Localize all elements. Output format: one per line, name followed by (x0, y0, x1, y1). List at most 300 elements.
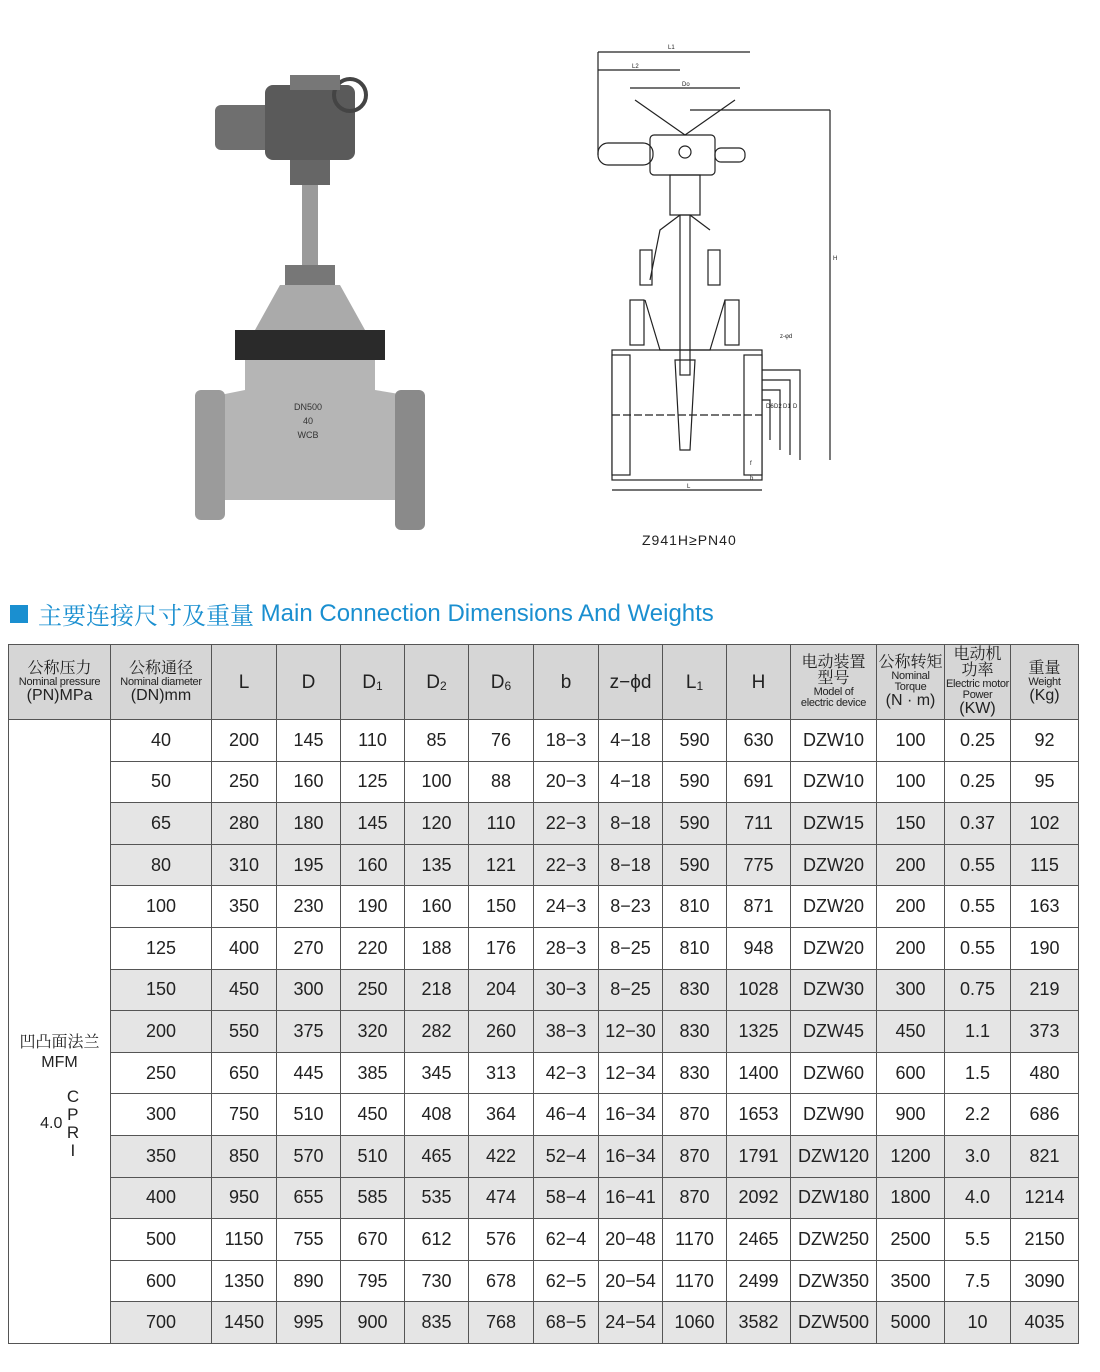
cell-h: 2465 (727, 1219, 791, 1261)
photo-marking-material: WCB (297, 430, 319, 440)
cell-weight: 821 (1011, 1135, 1079, 1177)
cell-h: 2092 (727, 1177, 791, 1219)
cell-device-model: DZW500 (791, 1302, 877, 1344)
cell-power: 0.37 (945, 803, 1011, 845)
cell-d1: 385 (341, 1052, 405, 1094)
cell-d6: 176 (469, 927, 534, 969)
cell-d: 890 (277, 1260, 341, 1302)
cell-d: 195 (277, 844, 341, 886)
text: 功率 (961, 662, 994, 679)
cell-d: 145 (277, 720, 341, 762)
label-l: L (687, 484, 691, 490)
cell-d1: 160 (341, 844, 405, 886)
cell-device-model: DZW250 (791, 1219, 877, 1261)
cell-weight: 686 (1011, 1094, 1079, 1136)
cell-b: 62−4 (534, 1219, 599, 1261)
cell-d1: 145 (341, 803, 405, 845)
face-type-en: MFM (41, 1054, 78, 1072)
cell-l: 950 (212, 1177, 277, 1219)
table-row (9, 1219, 1079, 1261)
cell-d1: 900 (341, 1302, 405, 1344)
cell-d2: 465 (405, 1135, 469, 1177)
header-d1 (341, 645, 405, 720)
class-letter: I (70, 1141, 76, 1161)
text: D (362, 671, 377, 693)
cell-weight: 1214 (1011, 1177, 1079, 1219)
text: Nominal (891, 670, 930, 682)
cell-h: 1325 (727, 1011, 791, 1053)
cell-d1: 250 (341, 969, 405, 1011)
cell-device-model: DZW350 (791, 1260, 877, 1302)
text: L (685, 671, 697, 693)
cell-device-model: DZW60 (791, 1052, 877, 1094)
cell-power: 0.75 (945, 969, 1011, 1011)
cell-b: 24−3 (534, 886, 599, 928)
cell-d: 230 (277, 886, 341, 928)
cell-device-model: DZW20 (791, 927, 877, 969)
cell-l: 850 (212, 1135, 277, 1177)
table-row (9, 1260, 1079, 1302)
pressure-group-cell (9, 720, 111, 1344)
table-row (9, 803, 1079, 845)
cell-torque: 200 (877, 886, 945, 928)
cell-power: 5.5 (945, 1219, 1011, 1261)
cell-b: 18−3 (534, 720, 599, 762)
cell-h: 871 (727, 886, 791, 928)
cell-d6: 678 (469, 1260, 534, 1302)
cell-d: 180 (277, 803, 341, 845)
cell-d6: 110 (469, 803, 534, 845)
cell-power: 0.25 (945, 761, 1011, 803)
cell-weight: 373 (1011, 1011, 1079, 1053)
label-d1: D1 (783, 404, 791, 410)
cell-d6: 364 (469, 1094, 534, 1136)
valve-photo (180, 60, 440, 540)
text: Power (962, 689, 993, 701)
section-title (10, 596, 714, 631)
cell-torque: 200 (877, 927, 945, 969)
cell-b: 52−4 (534, 1135, 599, 1177)
cell-h: 2499 (727, 1260, 791, 1302)
cell-z-phi-d: 8−25 (599, 969, 663, 1011)
header-nominal-torque (877, 645, 945, 720)
cell-d2: 835 (405, 1302, 469, 1344)
label-l1: L1 (668, 45, 675, 51)
text: 1 (696, 678, 704, 693)
cell-dn: 150 (111, 969, 212, 1011)
cell-z-phi-d: 8−25 (599, 927, 663, 969)
cell-d6: 150 (469, 886, 534, 928)
header-nominal-diameter (111, 645, 212, 720)
cell-device-model: DZW15 (791, 803, 877, 845)
header-weight (1011, 645, 1079, 720)
cell-h: 630 (727, 720, 791, 762)
header-d: D (277, 645, 341, 720)
cell-l1: 590 (663, 803, 727, 845)
cell-d2: 730 (405, 1260, 469, 1302)
cell-torque: 100 (877, 761, 945, 803)
cell-l1: 1170 (663, 1260, 727, 1302)
label-d: D (793, 404, 798, 410)
cell-d6: 474 (469, 1177, 534, 1219)
header-nominal-pressure (9, 645, 111, 720)
cell-d2: 120 (405, 803, 469, 845)
pressure-value: 4.0 (40, 1115, 63, 1133)
cell-power: 1.5 (945, 1052, 1011, 1094)
cell-torque: 200 (877, 844, 945, 886)
cell-dn: 400 (111, 1177, 212, 1219)
cell-d: 510 (277, 1094, 341, 1136)
cell-power: 0.55 (945, 844, 1011, 886)
text: Electric motor (945, 678, 1010, 690)
cell-b: 42−3 (534, 1052, 599, 1094)
cell-power: 0.55 (945, 886, 1011, 928)
cell-l: 750 (212, 1094, 277, 1136)
cell-d2: 135 (405, 844, 469, 886)
cell-d1: 585 (341, 1177, 405, 1219)
table-row (9, 761, 1079, 803)
cell-dn: 600 (111, 1260, 212, 1302)
cell-d6: 313 (469, 1052, 534, 1094)
cell-l: 250 (212, 761, 277, 803)
cell-l: 1450 (212, 1302, 277, 1344)
header-motor-power (945, 645, 1011, 720)
cell-b: 30−3 (534, 969, 599, 1011)
label-d2: D2 (774, 404, 782, 410)
cell-power: 3.0 (945, 1135, 1011, 1177)
cell-b: 22−3 (534, 803, 599, 845)
cell-d1: 220 (341, 927, 405, 969)
title-square-marker (10, 605, 28, 623)
dimensions-table (8, 644, 1079, 1344)
text: Weight (1028, 675, 1061, 688)
cell-weight: 2150 (1011, 1219, 1079, 1261)
label-h: H (833, 256, 838, 262)
label-f: f (750, 461, 752, 467)
valve-dimension-drawing (590, 40, 850, 510)
cell-h: 1791 (727, 1135, 791, 1177)
cell-d: 160 (277, 761, 341, 803)
header-d6 (469, 645, 534, 720)
table-header-row (9, 645, 1079, 720)
text: 1 (376, 678, 383, 693)
cell-dn: 300 (111, 1094, 212, 1136)
cell-l1: 870 (663, 1135, 727, 1177)
table-row (9, 969, 1079, 1011)
cell-device-model: DZW30 (791, 969, 877, 1011)
cell-d1: 510 (341, 1135, 405, 1177)
cell-d6: 422 (469, 1135, 534, 1177)
cell-d1: 190 (341, 886, 405, 928)
cell-device-model: DZW120 (791, 1135, 877, 1177)
cell-h: 3582 (727, 1302, 791, 1344)
text: D (490, 671, 505, 693)
cell-power: 0.25 (945, 720, 1011, 762)
label-b: b (750, 476, 754, 482)
cell-d2: 345 (405, 1052, 469, 1094)
cell-d2: 282 (405, 1011, 469, 1053)
cell-d: 655 (277, 1177, 341, 1219)
cell-l: 550 (212, 1011, 277, 1053)
cell-d6: 88 (469, 761, 534, 803)
class-letter: P (67, 1105, 79, 1125)
text: 公称压力 (27, 659, 92, 677)
cell-b: 46−4 (534, 1094, 599, 1136)
cell-device-model: DZW10 (791, 720, 877, 762)
cell-torque: 900 (877, 1094, 945, 1136)
cell-h: 775 (727, 844, 791, 886)
header-z-phi-d: z−ϕd (599, 645, 663, 720)
cell-l: 1150 (212, 1219, 277, 1261)
text: 电动机 (953, 646, 1002, 663)
header-d2 (405, 645, 469, 720)
cell-weight: 3090 (1011, 1260, 1079, 1302)
text: electric device (800, 697, 867, 709)
cell-dn: 80 (111, 844, 212, 886)
section-title-cn: 主要连接尺寸及重量 (38, 603, 254, 630)
cell-l: 280 (212, 803, 277, 845)
table-row (9, 1177, 1079, 1219)
cell-z-phi-d: 12−30 (599, 1011, 663, 1053)
cell-d1: 795 (341, 1260, 405, 1302)
cell-d2: 85 (405, 720, 469, 762)
cell-l1: 830 (663, 1011, 727, 1053)
cell-dn: 125 (111, 927, 212, 969)
text: Model of (813, 686, 854, 698)
cell-power: 7.5 (945, 1260, 1011, 1302)
cell-d: 375 (277, 1011, 341, 1053)
cell-d: 300 (277, 969, 341, 1011)
text: (KW) (959, 700, 996, 717)
cell-device-model: DZW45 (791, 1011, 877, 1053)
cell-b: 20−3 (534, 761, 599, 803)
header-l: L (212, 645, 277, 720)
text: 电动装置 (801, 654, 866, 671)
cell-l: 450 (212, 969, 277, 1011)
table-row (9, 1011, 1079, 1053)
cell-torque: 150 (877, 803, 945, 845)
cell-torque: 450 (877, 1011, 945, 1053)
cell-torque: 2500 (877, 1219, 945, 1261)
table-row (9, 720, 1079, 762)
cell-z-phi-d: 12−34 (599, 1052, 663, 1094)
header-l1 (663, 645, 727, 720)
cell-h: 948 (727, 927, 791, 969)
cell-power: 4.0 (945, 1177, 1011, 1219)
cell-torque: 3500 (877, 1260, 945, 1302)
text: 重量 (1028, 659, 1061, 677)
cell-l1: 870 (663, 1094, 727, 1136)
text: (N · m) (885, 692, 936, 709)
cell-l1: 830 (663, 969, 727, 1011)
label-zd: z-φd (780, 334, 793, 340)
cell-l1: 1060 (663, 1302, 727, 1344)
cell-dn: 50 (111, 761, 212, 803)
text: (DN)mm (130, 686, 192, 704)
cell-d2: 408 (405, 1094, 469, 1136)
cell-dn: 350 (111, 1135, 212, 1177)
cell-l1: 590 (663, 720, 727, 762)
cell-d: 445 (277, 1052, 341, 1094)
class-letter: R (66, 1123, 80, 1143)
header-electric-device-model (791, 645, 877, 720)
cell-dn: 65 (111, 803, 212, 845)
cell-b: 62−5 (534, 1260, 599, 1302)
table-row (9, 886, 1079, 928)
cell-b: 22−3 (534, 844, 599, 886)
cell-z-phi-d: 24−54 (599, 1302, 663, 1344)
cell-torque: 1200 (877, 1135, 945, 1177)
cell-l: 310 (212, 844, 277, 886)
cell-l: 200 (212, 720, 277, 762)
cell-d1: 670 (341, 1219, 405, 1261)
text: Torque (894, 681, 927, 693)
cell-l1: 870 (663, 1177, 727, 1219)
header-b: b (534, 645, 599, 720)
text: (Kg) (1029, 686, 1060, 704)
cell-z-phi-d: 16−34 (599, 1135, 663, 1177)
cell-l: 1350 (212, 1260, 277, 1302)
cell-d1: 110 (341, 720, 405, 762)
table-row (9, 1135, 1079, 1177)
cell-l1: 590 (663, 761, 727, 803)
cell-h: 1653 (727, 1094, 791, 1136)
table-row (9, 1052, 1079, 1094)
cell-d6: 576 (469, 1219, 534, 1261)
cell-d: 270 (277, 927, 341, 969)
cell-device-model: DZW90 (791, 1094, 877, 1136)
cell-dn: 700 (111, 1302, 212, 1344)
cell-d6: 121 (469, 844, 534, 886)
cell-d1: 450 (341, 1094, 405, 1136)
cell-d: 570 (277, 1135, 341, 1177)
cell-weight: 480 (1011, 1052, 1079, 1094)
cell-h: 1028 (727, 969, 791, 1011)
cell-torque: 1800 (877, 1177, 945, 1219)
class-letter: C (66, 1087, 80, 1107)
cell-dn: 100 (111, 886, 212, 928)
drawing-caption: Z941H≥PN40 (642, 532, 737, 548)
cell-z-phi-d: 8−18 (599, 803, 663, 845)
cell-d6: 76 (469, 720, 534, 762)
cell-d2: 100 (405, 761, 469, 803)
cell-z-phi-d: 4−18 (599, 720, 663, 762)
label-d6: D6 (766, 404, 774, 410)
cell-power: 2.2 (945, 1094, 1011, 1136)
text: D (426, 671, 441, 693)
cell-dn: 250 (111, 1052, 212, 1094)
cell-l1: 1170 (663, 1219, 727, 1261)
cell-dn: 500 (111, 1219, 212, 1261)
header-h: H (727, 645, 791, 720)
cell-z-phi-d: 8−23 (599, 886, 663, 928)
cell-weight: 95 (1011, 761, 1079, 803)
cell-d1: 320 (341, 1011, 405, 1053)
cell-l: 650 (212, 1052, 277, 1094)
cell-dn: 200 (111, 1011, 212, 1053)
cell-weight: 163 (1011, 886, 1079, 928)
text: 2 (440, 678, 447, 693)
cell-d6: 204 (469, 969, 534, 1011)
cell-b: 58−4 (534, 1177, 599, 1219)
cell-torque: 100 (877, 720, 945, 762)
cell-z-phi-d: 20−48 (599, 1219, 663, 1261)
cell-weight: 115 (1011, 844, 1079, 886)
cell-z-phi-d: 8−18 (599, 844, 663, 886)
cell-h: 1400 (727, 1052, 791, 1094)
cell-d: 755 (277, 1219, 341, 1261)
text: 公称转矩 (878, 654, 943, 671)
table-row (9, 1094, 1079, 1136)
cell-power: 1.1 (945, 1011, 1011, 1053)
cell-b: 38−3 (534, 1011, 599, 1053)
text: 6 (504, 678, 512, 693)
cell-dn: 40 (111, 720, 212, 762)
cell-z-phi-d: 16−41 (599, 1177, 663, 1219)
cell-device-model: DZW180 (791, 1177, 877, 1219)
cell-torque: 5000 (877, 1302, 945, 1344)
cell-torque: 300 (877, 969, 945, 1011)
cell-l: 350 (212, 886, 277, 928)
label-do: Do (682, 82, 690, 88)
cell-weight: 102 (1011, 803, 1079, 845)
cell-weight: 219 (1011, 969, 1079, 1011)
label-l2: L2 (632, 64, 639, 70)
cell-weight: 190 (1011, 927, 1079, 969)
cell-b: 28−3 (534, 927, 599, 969)
section-title-en: Main Connection Dimensions And Weights (260, 599, 714, 627)
cell-power: 0.55 (945, 927, 1011, 969)
cell-d2: 218 (405, 969, 469, 1011)
photo-marking-size: DN500 (293, 402, 323, 412)
cell-l1: 830 (663, 1052, 727, 1094)
cell-power: 10 (945, 1302, 1011, 1344)
cell-h: 691 (727, 761, 791, 803)
table-row (9, 927, 1079, 969)
cell-h: 711 (727, 803, 791, 845)
cell-z-phi-d: 20−54 (599, 1260, 663, 1302)
cell-l1: 590 (663, 844, 727, 886)
cell-device-model: DZW10 (791, 761, 877, 803)
face-type-cn: 凹凸面法兰 (19, 1033, 100, 1051)
cell-l1: 810 (663, 927, 727, 969)
text: 型号 (817, 670, 850, 687)
cell-d2: 160 (405, 886, 469, 928)
cell-weight: 4035 (1011, 1302, 1079, 1344)
cell-d6: 768 (469, 1302, 534, 1344)
cell-d2: 188 (405, 927, 469, 969)
cell-d6: 260 (469, 1011, 534, 1053)
cell-l1: 810 (663, 886, 727, 928)
cell-b: 68−5 (534, 1302, 599, 1344)
text: 公称通径 (128, 659, 193, 677)
cell-d2: 535 (405, 1177, 469, 1219)
photo-marking-pressure: 40 (302, 416, 314, 426)
cell-z-phi-d: 4−18 (599, 761, 663, 803)
cell-device-model: DZW20 (791, 844, 877, 886)
cell-d: 995 (277, 1302, 341, 1344)
cell-torque: 600 (877, 1052, 945, 1094)
text: (PN)MPa (26, 686, 93, 704)
cell-d2: 612 (405, 1219, 469, 1261)
text: Nominal diameter (120, 675, 202, 688)
text: Nominal pressure (18, 675, 101, 688)
table-row (9, 1302, 1079, 1344)
cell-l: 400 (212, 927, 277, 969)
cell-weight: 92 (1011, 720, 1079, 762)
cell-z-phi-d: 16−34 (599, 1094, 663, 1136)
table-row (9, 844, 1079, 886)
